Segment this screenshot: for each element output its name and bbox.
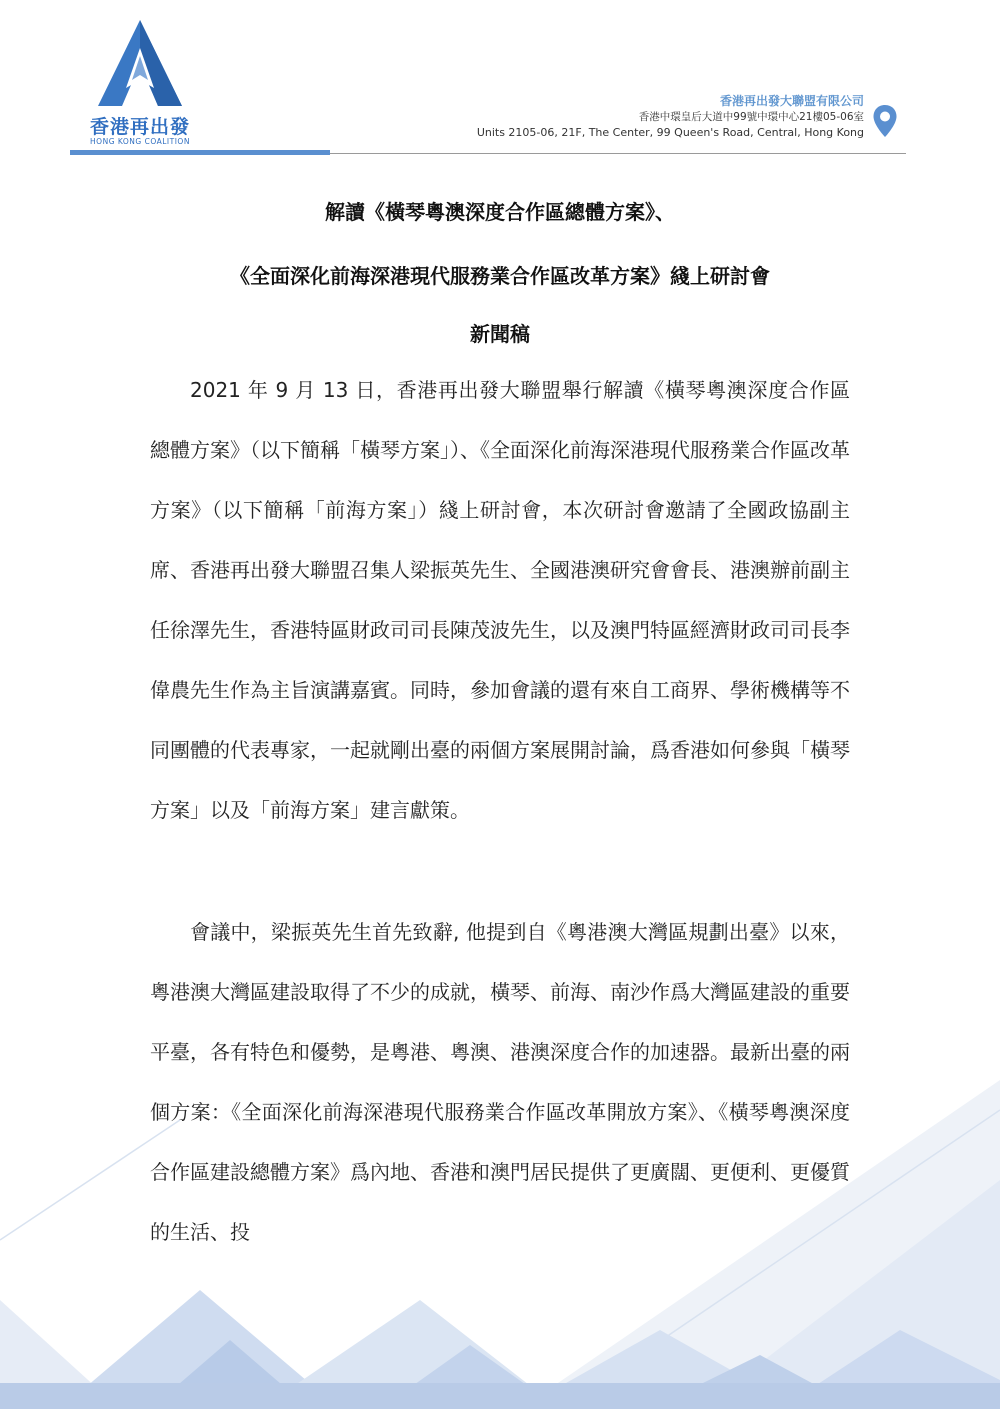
company-address-english: Units 2105-06, 21F, The Center, 99 Queen's Road, Central, Hong Kong [476,126,864,139]
company-address-chinese: 香港中環皇后大道中99號中環中心21樓05-06室 [638,111,864,123]
body-paragraph-1 [150,360,850,840]
logo-chinese-name: 香港再出發 [89,116,190,138]
company-info [477,93,864,141]
paragraph-text: 2021 年 9 月 13 日，香港再出發大聯盟舉行解讀《橫琴粵澳深度合作區總體方案》（以下簡稱「橫琴方案」）、《全面深化前海深港現代服務業合作區改革方案》（以下簡稱「前海方案」）綫上研討會，本次研討會邀請了全國政協副主席、香港再出發大聯盟召集人梁振英先生、全國港澳研究會會長、港澳辦前副主任徐澤先生，香港特區財政司司長陳茂波先生，以及澳門特區經濟財政司司長李偉農先生作為主旨演講嘉賓。同時，參加會議的還有來自工商界、學術機構等不同團體的代表專家，一起就剛出臺的兩個方案展開討論，爲香港如何參與「橫琴方案」以及「前海方案」建言獻策。 [150,378,850,822]
document-title-line-1: 解讀《橫琴粵澳深度合作區總體方案》、 [325,200,675,224]
document-title-line-2: 《全面深化前海深港現代服務業合作區改革方案》綫上研討會 [230,264,770,288]
header-accent-bar [70,150,330,155]
hong-kong-coalition-logo [70,14,210,154]
paragraph-text: 會議中，梁振英先生首先致辭, 他提到自《粵港澳大灣區規劃出臺》以來，粵港澳大灣區建設取得了不少的成就，橫琴、前海、南沙作爲大灣區建設的重要平臺，各有特色和優勢，是粵港、粵澳、港澳深度合作的加速器。最新出臺的兩個方案：《全面深化前海深港現代服務業合作區改革開放方案》、《橫琴粵澳深度合作區建設總體方案》爲內地、香港和澳門居民提供了更廣闊、更便利、更優質的生活、投 [150,920,850,1244]
mountain-arrow-icon [96,18,184,110]
body-paragraph-2 [150,902,850,1262]
location-pin-icon [872,104,898,138]
logo-english-name: HONG KONG COALITION [90,137,190,146]
document-title-line-3: 新聞稿 [470,322,530,346]
company-name: 香港再出發大聯盟有限公司 [719,94,864,108]
